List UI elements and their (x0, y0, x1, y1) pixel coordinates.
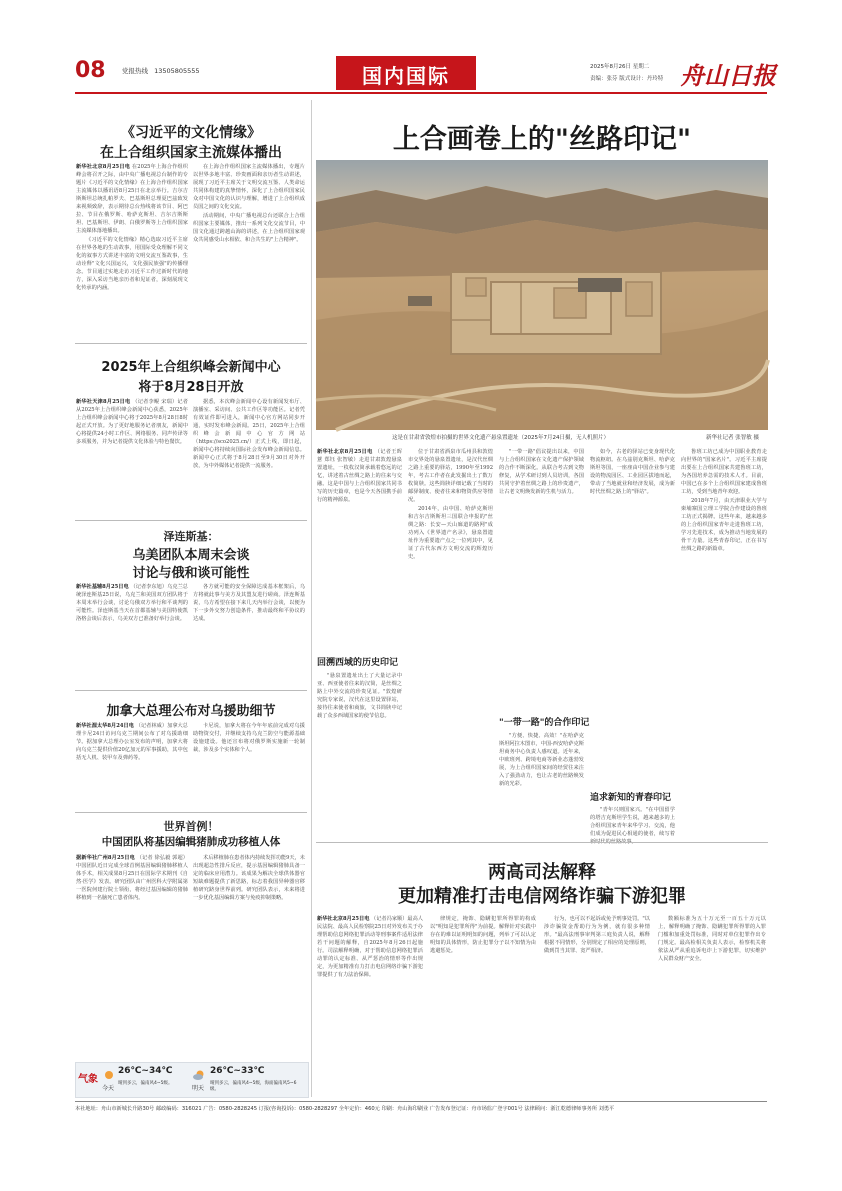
feature-subhead-3: 追求新知的青春印记 (590, 793, 672, 803)
story4-col2 (193, 722, 305, 806)
story1-body-a: 在2025年上海合作组织峰会将召开之际，由中央广播电视总台制作的专题片《习近平的文化情缘》在上海合作组织国家主流媒体以播讯语8月25日在北京举行。吉尔吉斯斯坦总统扎帕罗夫、巴基斯坦总理夏巴兹致发来视频致辞，表示期待总台热线将该节目、阿巴拉、节目在俄罗斯、哈萨克斯坦、吉尔吉斯斯坦、巴基斯坦、伊朗、白俄罗斯等上合组织国家主流媒体落地播出。 (76, 164, 188, 234)
story3-title-line2: 讨论与俄和谈可能性 (132, 566, 250, 581)
weather-label: 气象 (78, 1074, 98, 1085)
story5-kicker: 世界首例！ (163, 820, 219, 833)
story6-body-c: 行为，也可以不起诉或免予刑事处罚。"以涉诈骗资金帮助行为为例，就有很多种情形。"最高法刑事审判第三庭负责人说，解释根据不同情形，分别规定了相应的处理原则，做到罚当其罪、宽严相济。 (544, 916, 650, 954)
story2-title-line2: 将于8月28日开放 (138, 380, 244, 395)
story4-title: 加拿大总理公布对乌援助细节 (106, 704, 276, 719)
weather-today-temp: 26℃~34℃ (118, 1066, 173, 1076)
feature-body-h: "青年兴则国家兴。"在中国留学的塔吉克斯坦学生说，越来越多的上合组织国家青年来华学习、交流，他们成为促进民心相通的使者，续写着 (590, 807, 675, 837)
feature-body-i: 鲁班工坊已成为中国职业教育走向世界的"国家名片"。习近平主席提出要在上合组织国家共建鲁班工坊，为各国培养急需的技术人才。目前，中国已在多个上合组织国家建成鲁班工坊，受到当地青年欢迎。 (681, 449, 767, 495)
feature-col1b (317, 672, 402, 837)
story4-divider (75, 812, 307, 813)
story3-body-a: （记者李东旭）乌克兰总统泽连斯基25日说，乌克兰和美国双方团队将于本周末举行会谈，讨论乌俄双方举行和平谈判的可能性。泽连斯基当天在首都基辅与美国特使凯洛格会谈后表示，乌美双方已准备好举行会谈。 (76, 584, 188, 622)
story6-col3 (544, 915, 650, 1093)
paper-name-logo: 舟山日报 (680, 61, 776, 90)
feature-subhead-1: 回溯西域的历史印记 (317, 658, 399, 668)
story5-dateline: 据新华社广州8月25日电 (76, 855, 135, 861)
story2-title-line1: 2025年上合组织峰会新闻中心 (101, 360, 281, 375)
date-line: 2025年8月26日 星期二 (590, 64, 650, 70)
story3-col2 (193, 583, 305, 681)
section-title: 国内国际 (362, 64, 450, 88)
feature-col3 (499, 448, 584, 708)
story2-body-a: （记者李鲲 宋瑞）记者从2025年上合组织峰会新闻中心获悉，2025年上合组织峰会新闻中心将于2025年8月28日8时起正式开放。为了更好地服务记者朋友，新闻中心将提供24小时工作区、网络服务、同声传译等多项服务，并为记者提供文化体验与特色餐饮。 (76, 399, 188, 445)
story5-body-a: （记者 徐弘毅 郭超）中国团队近日完成全球首例基因编辑猪肺移植人体手术，相关成果8月25日在国际学术期刊《自然·医学》发表。研究团队由广州医科大学附属第一医院何建行院士领衔，将经过基因编辑的猪肺移植到一名脑死亡患者体内。 (76, 855, 188, 901)
photo-credit: 新华社记者 张智敏 摄 (706, 435, 759, 441)
story6-title-line2: 更加精准打击电信网络诈骗下游犯罪 (398, 886, 686, 907)
feature-body-f: "方便、快捷、高效！"在哈萨克斯坦阿拉木图市，中国-西安哈萨克斯坦商务中心负责人感叹道。近年来，中欧班列、跨境电商等新业态蓬勃发展，为上合组织国家间的经贸往来注入了强劲动力，也让古老的丝路焕发新的光彩。 (499, 733, 584, 787)
feature-title: 上合画卷上的"丝路印记" (392, 124, 692, 155)
feature-col3b (499, 732, 584, 837)
feature-body-g: 如今，古老的驿站已变身现代化物流枢纽。在乌兹别克斯坦、哈萨克斯坦等国，一座座由中国企业参与建设的物流园区、工业园区拔地而起，带动了当地就业和经济发展，成为新时代丝绸之路上的"驿站"。 (590, 449, 675, 495)
footer-text: 本社地址：舟山市新城长升路30号 邮政编码：316021 广告：0580-2828245 订报(咨询投诉)：0580-2828297 全年定价：460元 印刷：舟山海印刷业 广告发布登记证：舟市场监广登字001号 法律顾问：浙江乾德律师事务所 刘勇平 (75, 1106, 615, 1112)
weather-tomorrow-label: 明天 (192, 1085, 205, 1092)
weather-today-label: 今天 (102, 1085, 115, 1092)
story4-dateline: 新华社渥太华8月24日电 (76, 723, 134, 729)
story1-body-b: 《习近平的文化情缘》精心选取习近平主席在世界各地的生动故事，用国际受众理解不同文化的叙事方式讲述丰富的文明交流互鉴故事，生动诠释"文化兴国运兴，文化强民族强"的传播理念。节目通过实地走访习近平工作过新时代的地方，深入采访当地亲历者和见证者，深刻展现文化传承的内涵。 (76, 237, 188, 291)
story6-body-d: 数额标准为五十万元至一百五十万元以上，解释明确了掩饰、隐瞒犯罪所得罪的入罪门槛和加重处罚标准，同时对单位犯罪作出专门规定。最高检相关负责人表示，检察机关将依法从严从重追诉电诈上下游犯罪，切实维护人民群众财产安全。 (658, 916, 766, 962)
story1-title-line2: 在上合组织国家主流媒体播出 (100, 145, 282, 161)
story6-body-b: 律规定，掩饰、隐瞒犯罪所得罪的构成以"明知是犯罪所得"为前提。解释针对实践中存在的难以证明明知的问题，列举了可以认定明知的具体情形，防止犯罪分子以不知情为由逃避惩处。 (430, 916, 536, 954)
story4-col1 (76, 722, 188, 806)
story1-title-line1: 《习近平的文化情缘》 (121, 125, 261, 141)
cloud-sun-icon (192, 1067, 206, 1081)
feature-body-j: 2018年7月，由天津职业大学与柬埔寨国立理工学院合作建设的鲁班工坊正式揭牌。这些年来，越来越多的上合组织国家青年走进鲁班工坊，学习先进技术，成为推动当地发展的骨干力量。这些青春印记，正在书写丝绸之路的新篇章。 (681, 498, 767, 552)
story1-col1 (76, 163, 188, 338)
story6-title-line1: 两高司法解释 (488, 862, 596, 883)
feature-photo (316, 160, 768, 430)
feature-subhead-2: "一带一路"的合作印记 (499, 718, 590, 728)
feature-body-c: 位于甘肃省酒泉市瓜州县和敦煌市交界处的悬泉置遗址，是汉代丝绸之路上重要的驿站，1990年至1992年，考古工作者在此发掘出土了数万枚简牍。这些简牍详细记载了当时的邮驿制度、使者往来和物资供应等情况。 (408, 449, 493, 503)
story5-title: 中国团队将基因编辑猪肺成功移植人体 (101, 836, 281, 848)
page-number: 08 (75, 58, 106, 83)
story3-col1 (76, 583, 188, 681)
story1-dateline: 新华社北京8月25日电 (76, 164, 131, 170)
story3-dateline: 新华社基辅8月25日电 (76, 584, 129, 590)
feature-divider (316, 842, 768, 843)
sun-icon (102, 1067, 116, 1081)
feature-col5 (681, 448, 767, 836)
story2-col1 (76, 398, 188, 513)
feature-col2 (408, 448, 493, 836)
story6-col1 (317, 915, 423, 1093)
photo-caption: 这是在甘肃省敦煌市拍摄的世界文化遗产悬泉置遗址（2025年7月24日摄，无人机照片） (392, 435, 609, 441)
story1-col2 (193, 163, 305, 338)
feature-body-b: "悬泉置遗址出土了大量记录中亚、西亚使者往来的汉简，是丝绸之路上中外交流的珍贵见证。"敦煌研究院专家说，汉代在这里设置驿站，接待往来使者和商旅，文书简牍中记载了众多西域国家的使节信息。 (317, 673, 402, 719)
feature-col1 (317, 448, 402, 638)
story5-col1 (76, 854, 188, 1054)
feature-dateline: 新华社北京8月25日电 (317, 449, 373, 455)
story1-body-c: 在上海合作组织国家主流媒体播出，专题片以世界多地丰富、珍贵画面和亲历者生动讲述，展现了习近平主席关于文明交流互鉴、人类命运共同体构建的真挚情怀，深化了上合组织国家民众对中国文化的认识与理解，增进了上合组织成员国之间的文化交流。 (193, 164, 305, 210)
story3-kicker: 泽连斯基： (163, 530, 219, 543)
story6-dateline: 新华社北京8月25日电 (317, 916, 370, 922)
editor-label: 党报热线 (122, 67, 148, 75)
weather-today-desc: 晴到多云，偏南风4~5级。 (118, 1081, 173, 1086)
feature-col4b (590, 806, 675, 836)
column-divider (311, 100, 312, 1097)
feature-body-a: （记者王晖薏 郑钰 张智敏）走进甘肃敦煌悬泉置遗址，一枚枚汉简承载着悠远的记忆，讲述着古丝绸之路上的往来与交融。这是中国与上合组织国家共同书写的历史篇章，也是今天各国携手前行的精神源泉。 (317, 449, 402, 503)
weather-tomorrow-desc: 晴到多云，偏南风4~5级，海面偏南风5~6级。 (210, 1081, 297, 1092)
story3-title: 乌美团队本周末会谈 (132, 548, 250, 563)
story6-col2 (430, 915, 536, 1093)
weather-tomorrow-temp: 26℃~33℃ (210, 1066, 265, 1076)
story1-divider (75, 343, 307, 344)
story4-body-b: 卡尼说，加拿大将在今年年底前完成对乌援助物资交付，并继续支持乌克兰防空与能源基础设施建设。他还宣布将对俄罗斯实施新一轮制裁，涉及多个实体和个人。 (193, 723, 305, 753)
story2-body-b: 据悉，本次峰会新闻中心设有新闻发布厅、演播室、采访间、公共工作区等功能区。记者凭有效证件即可进入，新闻中心官方网站同步开通，实时发布峰会新闻。25日，2025年上合组织峰会新闻中心官方网站（https://sco2025.cn/）正式上线，即日起，新闻中心将持续向国际社会发布峰会新闻信息。新闻中心正式将于8月28日至9月30日对外开放，为中外媒体记者提供一流服务。 (193, 399, 305, 469)
story5-body-b: 术后移植肺在患者体内持续发挥功能9天，未出现超急性排斥反应，提示基因编辑猪肺具备一定的临床应用潜力。该成果为解决全球供体器官短缺难题提供了新思路，标志着我国异种器官移植研究跻身世界前列。研究团队表示，未来将进一步优化基因编辑方案与免疫抑制策略。 (193, 855, 305, 901)
feature-col4 (590, 448, 675, 783)
story3-body-b: 各方就可能的安全保障达成基本框架后，乌方将就此事与美方及其盟友进行磋商。泽连斯基说，乌方希望在接下来几天内举行会谈，以便为下一步外交努力创造条件，推动最终和平协议的达成。 (193, 584, 305, 622)
story5-col2 (193, 854, 305, 1054)
story6-body-a: （记者冯家顺）最高人民法院、最高人民检察院25日对外发布关于办理帮助信息网络犯罪活动等刑事案件适用法律若干问题的解释，自2025年8月26日起施行。司法解释明确，对于帮助信息网络犯罪活动罪的认定标准、从严惩治的情形等作出规定，为更加精准有力打击电信网络诈骗下游犯罪提供了有力法治保障。 (317, 916, 423, 978)
footer-rule (75, 1101, 767, 1102)
masthead-rule (75, 92, 767, 94)
feature-body-d: 2014年，由中国、哈萨克斯坦和吉尔吉斯斯坦三国联合申报的"丝绸之路：长安—天山廊道的路网"成功列入《世界遗产名录》，悬泉置遗址作为重要遗产点之一位列其中，见证了古代东西方文明交流的辉煌历史。 (408, 506, 493, 560)
story2-dateline: 新华社天津8月25日电 (76, 399, 131, 405)
feature-body-e: "一带一路"倡议提出以来，中国与上合组织国家在文化遗产保护领域的合作不断深化。从联合考古到文物修复，从学术研讨到人员培训，各国共同守护着丝绸之路上的珍贵遗产，让古老文明焕发新的生机与活力。 (499, 449, 584, 495)
story2-divider (75, 520, 307, 521)
story4-body-a: （记者林威）加拿大总理卡尼24日访问乌克兰期间公布了对乌援助细节。据加拿大总理办公室发布的声明，加拿大将向乌克兰提供价值20亿加元的军事援助，其中包括无人机、装甲车及弹药等。 (76, 723, 188, 761)
hotline-label (122, 66, 200, 75)
hotline-number: 13505805555 (154, 67, 200, 75)
story6-col4 (658, 915, 766, 1093)
story1-body-d: 活动期间，中央广播电视总台还联合上合组织国家主要媒体，推出一系列文化交流节目，中国文化通过跨越山海的讲述，在上合组织国家观众共同感受山水相依、和合共生的"上合精神"。 (193, 213, 305, 243)
story2-col2 (193, 398, 305, 513)
story3-divider (75, 690, 307, 691)
staff-line: 责编：张芬 版式设计：丹玲特 (590, 76, 664, 82)
